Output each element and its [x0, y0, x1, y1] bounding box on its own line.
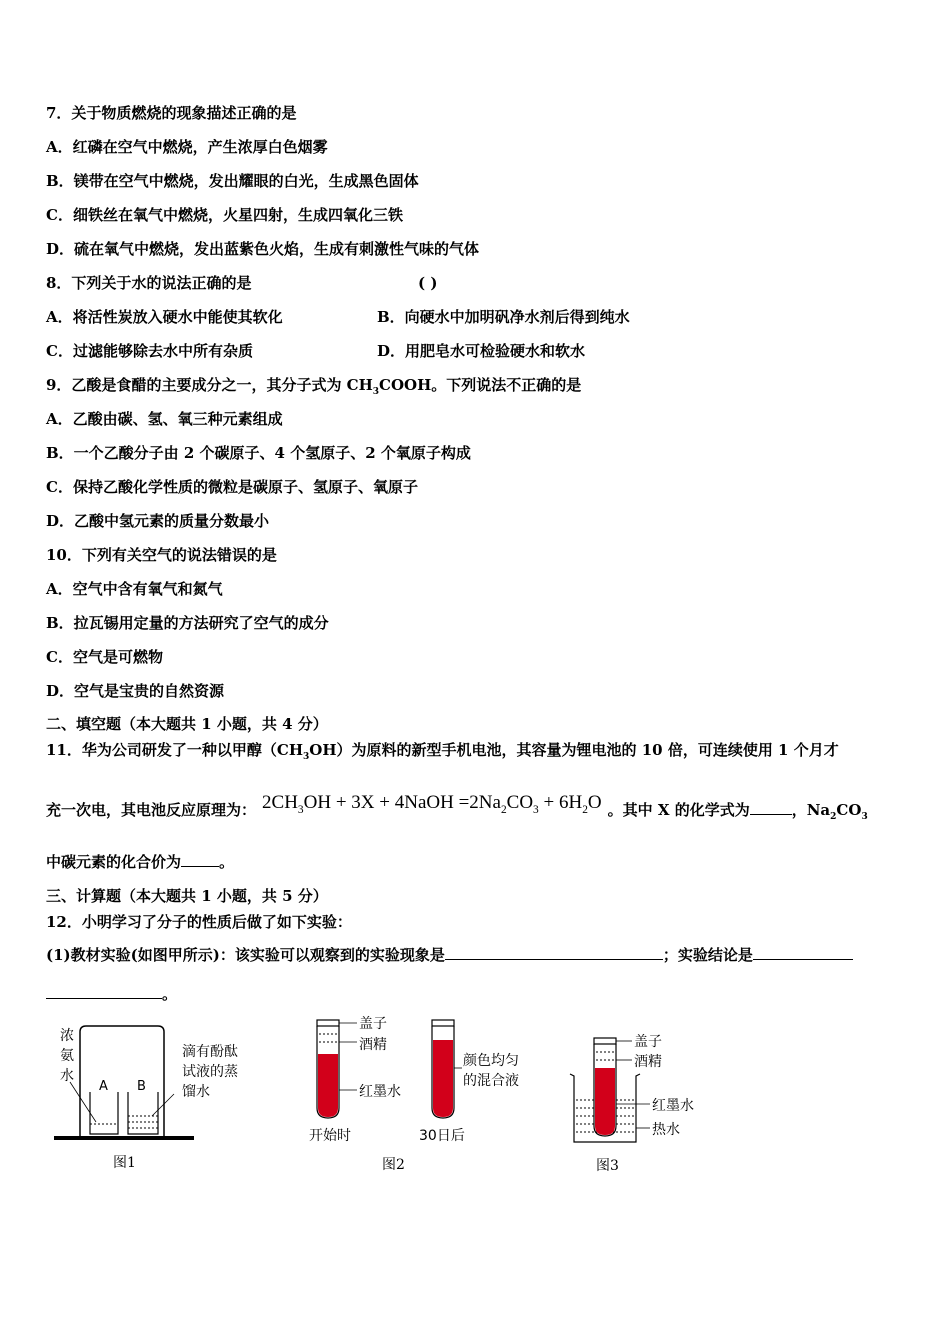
fig3-alcohol-label: 酒精 — [634, 1054, 662, 1070]
fig2-red-label: 红墨水 — [359, 1084, 401, 1100]
label-left-3: 水 — [60, 1068, 74, 1084]
q10-option-c: C．空气是可燃物 — [46, 648, 163, 666]
q12-line-2: 。 — [46, 984, 177, 1004]
section-2-heading: 二、填空题（本大题共 1 小题，共 4 分） — [46, 715, 328, 733]
fig3-red-label: 红墨水 — [652, 1098, 694, 1114]
figure-2-caption: 图2 — [382, 1157, 405, 1173]
q11-line-3: 中碳元素的化合价为 。 — [46, 853, 235, 871]
base-plate — [54, 1136, 194, 1140]
q12-blank-phenomenon[interactable] — [445, 945, 663, 960]
q9-option-b: B．一个乙酸分子由 2 个碳原子、4 个氢原子、2 个氧原子构成 — [46, 444, 471, 462]
figure-1-caption: 图1 — [113, 1155, 136, 1171]
bell-jar — [80, 1026, 164, 1138]
q8-stem: 8．下列关于水的说法正确的是 — [46, 274, 252, 292]
q11-line-2: 充一次电，其电池反应原理为： $2CH_3OH + 3X$ + 4NaOH $=2Na_2CO_3 + 6H_2O$ 。其中 X 的化学式为 ，$Na_2CO_3$ — [46, 792, 868, 822]
q10-option-a: A．空气中含有氧气和氮气 — [46, 580, 223, 598]
fig2-mix-label-2: 的混合液 — [463, 1073, 519, 1089]
tube2-mixture — [433, 1040, 453, 1117]
label-right-2: 试液的蒸 — [182, 1064, 238, 1080]
q11-blank-valence[interactable] — [181, 852, 219, 867]
fig3-tube-cap — [594, 1038, 616, 1044]
q7-option-d: D．硫在氧气中燃烧，发出蓝紫色火焰，生成有刺激性气味的气体 — [46, 240, 480, 258]
q7-option-c: C．细铁丝在氧气中燃烧，火星四射，生成四氧化三铁 — [46, 206, 403, 224]
q12-line-1: (1)教材实验(如图甲所示)：该实验可以观察到的实验现象是 ；实验结论是 — [46, 945, 853, 965]
label-left-2: 氨 — [60, 1048, 74, 1064]
q8-option-b: B．向硬水中加明矾净水剂后得到纯水 — [377, 308, 630, 326]
q9-option-d: D．乙酸中氢元素的质量分数最小 — [46, 512, 270, 530]
beaker-a — [90, 1092, 118, 1134]
label-a: A — [99, 1079, 108, 1094]
figure-1 — [48, 1018, 258, 1152]
figure-2 — [305, 1010, 545, 1154]
q7-option-a: A．红磷在空气中燃烧，产生浓厚白色烟雾 — [46, 138, 328, 156]
fig2-mix-label-1: 颜色均匀 — [463, 1053, 519, 1069]
q7-option-b: B．镁带在空气中燃烧，发出耀眼的白光，生成黑色固体 — [46, 172, 419, 190]
q7-stem: 7．关于物质燃烧的现象描述正确的是 — [46, 104, 297, 122]
tube2-cap — [432, 1020, 454, 1026]
label-right-1: 滴有酚酞 — [182, 1044, 238, 1060]
tube1-cap — [317, 1020, 339, 1026]
fig3-cap-label: 盖子 — [634, 1034, 662, 1050]
q10-option-b: B．拉瓦锡用定量的方法研究了空气的成分 — [46, 614, 329, 632]
fig2-after-label: 30日后 — [419, 1128, 465, 1144]
q11-blank-formula[interactable] — [750, 800, 792, 815]
q8-answer-paren: ( ) — [418, 274, 438, 292]
q10-option-d: D．空气是宝贵的自然资源 — [46, 682, 225, 700]
fig2-cap-label: 盖子 — [359, 1016, 387, 1032]
q10-stem: 10．下列有关空气的说法错误的是 — [46, 546, 277, 564]
q8-option-d: D．用肥皂水可检验硬水和软水 — [377, 342, 586, 360]
q9-option-a: A．乙酸由碳、氢、氧三种元素组成 — [46, 410, 283, 428]
figure-3-caption: 图3 — [596, 1158, 619, 1174]
figure-2-drawing — [305, 1010, 545, 1150]
fig2-alcohol-label: 酒精 — [359, 1037, 387, 1053]
reaction-equation: $2CH_3OH + 3X$ + 4NaOH $=2Na_2CO_3 + 6H_2O$ — [262, 792, 602, 816]
q9-stem: 9．乙酸是食醋的主要成分之一，其分子式为 $CH_3COOH$。下列说法不正确的是 — [46, 376, 582, 397]
fig2-start-label: 开始时 — [309, 1128, 351, 1144]
figure-3 — [560, 1028, 720, 1152]
q8-option-a: A．将活性炭放入硬水中能使其软化 — [46, 308, 283, 326]
q12-blank-conclusion[interactable] — [753, 945, 853, 960]
section-3-heading: 三、计算题（本大题共 1 小题，共 5 分） — [46, 887, 328, 905]
tube1-red-ink — [318, 1054, 338, 1117]
q9-option-c: C．保持乙酸化学性质的微粒是碳原子、氢原子、氧原子 — [46, 478, 418, 496]
label-left-1: 浓 — [60, 1028, 74, 1044]
q12-blank-conclusion-cont[interactable] — [46, 984, 162, 999]
label-b: B — [137, 1079, 146, 1094]
q12-stem: 12．小明学习了分子的性质后做了如下实验： — [46, 913, 352, 931]
leader-water — [152, 1094, 174, 1116]
q8-option-c: C．过滤能够除去水中所有杂质 — [46, 342, 253, 360]
leader-ammonia — [70, 1082, 96, 1122]
fig3-red-ink — [595, 1068, 615, 1135]
figure-3-drawing — [560, 1028, 720, 1148]
label-right-3: 馏水 — [182, 1084, 210, 1100]
figure-1-drawing — [48, 1018, 258, 1148]
fig3-hot-label: 热水 — [652, 1122, 680, 1138]
q11-line-1: 11．华为公司研发了一种以甲醇$(CH_3OH)$为原料的新型手机电池，其容量为锂电池的 10 倍，可连续使用 1 个月才 — [46, 741, 839, 762]
